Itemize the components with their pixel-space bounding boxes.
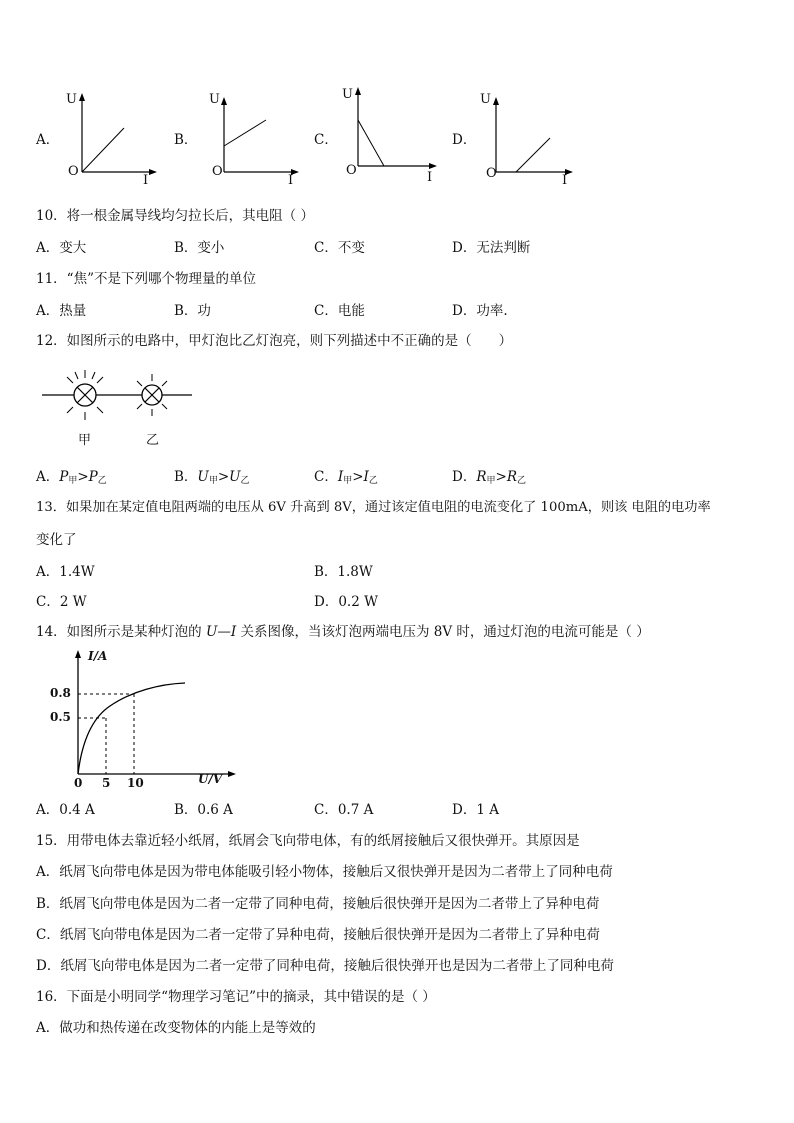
graph-c-origin: O: [346, 163, 357, 178]
q14-y-tick-05: 0.5: [50, 710, 71, 724]
q12-option-d: D．$R_甲>R_乙$: [452, 469, 527, 486]
q15-option-c: C．纸屑飞向带电体是因为二者一定带了异种电荷，接触后很快弹开是因为二者带上了异种电荷: [36, 927, 600, 943]
q13-stem-line1: 13．如果加在某定值电阻两端的电压从 6V 升高到 8V，通过该定值电阻的电流变化了 100mA，则该 电阻的电功率: [36, 500, 711, 515]
q11-option-d: D．功率.: [452, 303, 508, 319]
q14-stem: 14．如图所示是某种灯泡的 U—I 关系图像，当该灯泡两端电压为 8V 时，通过灯泡的电流可能是（ ）: [36, 624, 650, 640]
graph-b-origin: O: [212, 164, 223, 179]
q14-y-axis-label: I/A: [88, 649, 108, 663]
q11-option-a: A．热量: [36, 303, 87, 319]
q14-option-d: D．1 A: [452, 802, 499, 818]
q13-stem-line2: 变化了: [36, 532, 77, 548]
lamp-yi-icon: [137, 374, 167, 416]
q16-stem: 16．下面是小明同学“物理学习笔记”中的摘录，其中错误的是（ ）: [36, 989, 436, 1005]
q12-circuit-diagram: [42, 368, 202, 428]
graph-option-label-c: C．: [314, 132, 338, 148]
graph-a-axis-y: U: [66, 92, 77, 107]
q12-option-c: C．$I_甲>I_乙$: [314, 469, 378, 486]
graph-b-axis-x: I: [288, 173, 294, 188]
q10-option-a: A．变大: [36, 240, 87, 256]
q13-option-b: B．1.8W: [314, 564, 373, 580]
graph-d-axis-x: I: [562, 173, 568, 188]
q14-x-tick-10: 10: [127, 776, 144, 790]
q11-stem: 11．“焦”不是下列哪个物理量的单位: [36, 271, 256, 287]
q13-option-c: C．2 W: [36, 594, 87, 610]
q13-option-a: A．1.4W: [36, 564, 95, 580]
graph-a-axis-x: I: [143, 173, 149, 188]
q10-option-d: D．无法判断: [452, 240, 531, 256]
q12-lamp-yi-label: 乙: [146, 433, 160, 448]
graph-d-axis-y: U: [480, 92, 491, 107]
q12-stem: 12．如图所示的电路中，甲灯泡比乙灯泡亮，则下列描述中不正确的是（ ）: [36, 333, 513, 349]
q11-option-b: B．功: [174, 303, 211, 319]
q15-stem: 15．用带电体去靠近轻小纸屑，纸屑会飞向带电体，有的纸屑接触后又很快弹开。其原因是: [36, 833, 580, 849]
q14-y-tick-08: 0.8: [50, 686, 71, 700]
q14-x-axis-label: U/V: [198, 772, 223, 786]
q10-option-c: C．不变: [314, 240, 365, 256]
graph-option-label-b: B．: [174, 132, 198, 148]
q14-option-b: B．0.6 A: [174, 802, 233, 818]
q12-lamp-jia-label: 甲: [78, 433, 92, 448]
q12-option-a: A．$P_甲>P_乙$: [36, 469, 107, 486]
q15-option-a: A．纸屑飞向带电体是因为带电体能吸引轻小物体，接触后又很快弹开是因为二者带上了同种电荷: [36, 864, 613, 880]
graph-option-label-d: D．: [452, 132, 477, 148]
q16-option-a: A．做功和热传递在改变物体的内能上是等效的: [36, 1020, 316, 1036]
q12-option-b: B．$U_甲>U_乙$: [174, 469, 250, 486]
q15-option-b: B．纸屑飞向带电体是因为二者一定带了同种电荷，接触后很快弹开是因为二者带上了异种电荷: [36, 896, 600, 912]
graph-a-origin: O: [68, 164, 79, 179]
q14-option-c: C．0.7 A: [314, 802, 374, 818]
graph-option-label-a: A．: [36, 132, 60, 148]
q11-option-c: C．电能: [314, 303, 365, 319]
q13-option-d: D．0.2 W: [314, 594, 378, 610]
q14-x-tick-5: 5: [102, 776, 111, 790]
graph-c-axis-y: U: [342, 87, 353, 102]
q14-option-a: A．0.4 A: [36, 802, 95, 818]
q14-x-tick-0: 0: [74, 776, 83, 790]
q10-stem: 10．将一根金属导线均匀拉长后，其电阻（ ）: [36, 208, 314, 224]
graph-b-axis-y: U: [209, 92, 220, 107]
q15-option-d: D．纸屑飞向带电体是因为二者一定带了同种电荷，接触后很快弹开也是因为二者带上了同种电荷: [36, 958, 614, 974]
graph-c-axis-x: I: [427, 170, 433, 185]
q10-option-b: B．变小: [174, 240, 225, 256]
graph-d-origin: O: [486, 166, 497, 181]
